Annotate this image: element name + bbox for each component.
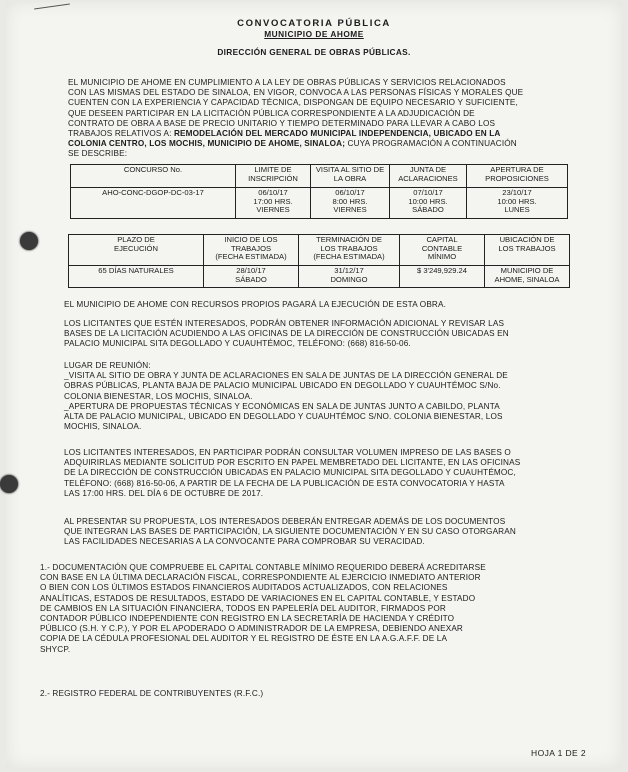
cell-capital: $ 3'249,929.24 [400, 266, 485, 288]
intro-text: TRABAJOS RELATIVOS A: [68, 129, 174, 139]
cell-apertura: 23/10/17 10:00 HRS. LUNES [467, 188, 568, 219]
table-row [69, 266, 570, 288]
cell-plazo: 65 DÍAS NATURALES [69, 266, 204, 288]
punch-hole-bottom [0, 475, 18, 493]
page-number: HOJA 1 DE 2 [531, 748, 586, 758]
punch-hole-top [20, 232, 38, 250]
execution-table [68, 234, 570, 288]
page-title: CONVOCATORIA PÚBLICA [237, 18, 391, 29]
project-name: REMODELACIÓN DEL MERCADO MUNICIPAL INDEPENDENCIA, UBICADO EN LA [173, 129, 501, 139]
meeting-paragraph: LUGAR DE REUNIÓN: _VISITA AL SITIO DE OBRA Y JUNTA DE ACLARACIONES EN SALA DE JUNTAS DE LA DIRECCIÓN GENERAL DE OBRAS PÚBLICAS, PLANTA BAJA DE PALACIO MUNICIPAL UBICADO EN DEGOLLADO Y CUAUHTÉMOC S/No. COLONIA BIENESTAR, LOS MOCHIS, SINALOA. _APERTURA DE PROPUESTAS TÉCNICAS Y ECONÓMICAS EN SALA DE JUNTAS JUNTO A CABILDO, PLANTA ALTA DE PALACIO MUNICIPAL, UBICADO EN DEGOLLADO Y CUAUHTÉMOC S/NO. COLONIA BIENESTAR, LOS MOCHIS, SINALOA. [64, 361, 508, 432]
intro-line: SE DESCRIBE: [68, 149, 128, 159]
cell-limite: 06/10/17 17:00 HRS. VIERNES [236, 188, 311, 219]
cell-inicio: 28/10/17 SÁBADO [204, 266, 299, 288]
intro-line: CON LAS MISMAS DEL ESTADO DE SINALOA, EN VIGOR, CONVOCA A LAS PERSONAS FÍSICAS Y MORALES QUE [68, 88, 524, 98]
header-inicio: INICIO DE LOS TRABAJOS (FECHA ESTIMADA) [204, 235, 299, 266]
header-limite: LIMITE DE INSCRIPCIÓN [236, 165, 311, 188]
cell-ubicacion: MUNICIPIO DE AHOME, SINALOA [485, 266, 570, 288]
table-header-row [71, 165, 568, 188]
intro-text: CUYA PROGRAMACIÓN A CONTINUACIÓN [345, 139, 517, 149]
document-page [6, 2, 622, 768]
header-terminacion: TERMINACIÓN DE LOS TRABAJOS (FECHA ESTIMADA) [299, 235, 400, 266]
intro-line: EL MUNICIPIO DE AHOME EN CUMPLIMIENTO A LA LEY DE OBRAS PÚBLICAS Y SERVICIOS RELACIONADOS [68, 78, 506, 87]
department-heading: DIRECCIÓN GENERAL DE OBRAS PÚBLICAS. [217, 47, 411, 57]
intro-paragraph [68, 78, 568, 160]
header-visita: VISITA AL SITIO DE LA OBRA [311, 165, 390, 188]
header-ubicacion: UBICACIÓN DE LOS TRABAJOS [485, 235, 570, 266]
requirement-item-2: 2.- REGISTRO FEDERAL DE CONTRIBUYENTES (R.F.C.) [40, 689, 264, 698]
table-header-row [69, 235, 570, 266]
funding-paragraph: EL MUNICIPIO DE AHOME CON RECURSOS PROPIOS PAGARÁ LA EJECUCIÓN DE ESTA OBRA. [64, 300, 447, 309]
cell-terminacion: 31/12/17 DOMINGO [299, 266, 400, 288]
header-capital: CAPITAL CONTABLE MÍNIMO [400, 235, 485, 266]
info-paragraph: LOS LICITANTES QUE ESTÉN INTERESADOS, PODRÁN OBTENER INFORMACIÓN ADICIONAL Y REVISAR LAS BASES DE LA LICITACIÓN ACUDIENDO A LAS OFICINAS DE LA DIRECCIÓN DE CONSTRUCCIÓN UBICADAS EN PALACIO MUNICIPAL SITA DEGOLLADO Y CUAUHTÉMOC, TELÉFONO: (668) 816-50-06. [64, 319, 509, 349]
cell-concurso: AHO-CONC-DGOP-DC-03-17 [71, 188, 236, 219]
requirement-item-1: 1.- DOCUMENTACIÓN QUE COMPRUEBE EL CAPITAL CONTABLE MÍNIMO REQUERIDO DEBERÁ ACREDITARSE CON BASE EN LA ÚLTIMA DECLARACIÓN FISCAL, CORRESPONDIENTE AL EJERCICIO INMEDIATO ANTERIOR O BIEN CON LOS ÚLTIMOS ESTADOS FINANCIEROS AUDITADOS ACTUALIZADOS, CON RELACIONES ANALÍTICAS, ESTADOS DE RESULTADOS, ESTADO DE VARIACIONES EN EL CAPITAL CONTABLE, Y ESTADO DE CAMBIOS EN LA SITUACIÓN FINANCIERA, TODOS EN PAPELERÍA DEL AUDITOR, FIRMADOS POR CONTADOR PÚBLICO INDEPENDIENTE CON REGISTRO EN LA SECRETARÍA DE HACIENDA Y CRÉDITO PÚBLICO (S.H. Y C.P.), Y POR EL APODERADO O ADMINISTRADOR DE LA EMPRESA, DEBIENDO ANEXAR COPIA DE LA CÉDULA PROFESIONAL DEL AUDITOR Y EL REGISTRO DE ÉSTE EN LA A.G.A.F.F. DE LA SHYCP. [40, 563, 486, 654]
intro-line: CONTRATO DE OBRA A BASE DE PRECIO UNITARIO Y TIEMPO DETERMINADO PARA LLEVAR A CABO LOS [68, 118, 496, 128]
project-location: COLONIA CENTRO, LOS MOCHIS, MUNICIPIO DE AHOME, SINALOA; [68, 139, 346, 149]
pen-mark [34, 3, 70, 9]
header-concurso: CONCURSO No. [71, 165, 236, 188]
header-apertura: APERTURA DE PROPOSICIONES [467, 165, 568, 188]
municipality-heading: MUNICIPIO DE AHOME [264, 29, 364, 39]
schedule-table [70, 164, 568, 219]
bases-paragraph: LOS LICITANTES INTERESADOS, EN PARTICIPAR PODRÁN CONSULTAR VOLUMEN IMPRESO DE LAS BASES O ADQUIRIRLAS MEDIANTE SOLICITUD POR ESCRITO EN PAPEL MEMBRETADO DEL LICITANTE, EN LAS OFICINAS DE LA DIRECCIÓN DE CONSTRUCCIÓN UBICADAS EN PALACIO MUNICIPAL SITA DEGOLLADO Y CUAUHTÉMOC, TELÉFONO: (668) 816-50-06, A PARTIR DE LA FECHA DE LA PUBLICACIÓN DE ESTA CONVOCATORIA Y HASTA LAS 17:00 HRS. DEL DÍA 6 DE OCTUBRE DE 2017. [64, 448, 521, 498]
intro-line: CUENTEN CON LA EXPERIENCIA Y CAPACIDAD TÉCNICA, DISPONGAN DE EQUIPO NECESARIO Y SUFICIENTE, [68, 98, 518, 108]
cell-visita: 06/10/17 8:00 HRS. VIERNES [311, 188, 390, 219]
header-plazo: PLAZO DE EJECUCIÓN [69, 235, 204, 266]
table-row [71, 188, 568, 219]
proposal-paragraph: AL PRESENTAR SU PROPUESTA, LOS INTERESADOS DEBERÁN ENTREGAR ADEMÁS DE LOS DOCUMENTOS QUE INTEGRAN LAS BASES DE PARTICIPACIÓN, LA SIGUIENTE DOCUMENTACIÓN Y EN SU CASO OTORGARAN LAS FACILIDADES NECESARIAS A LA CONVOCANTE PARA COMPROBAR SU VERACIDAD. [64, 517, 516, 547]
cell-junta: 07/10/17 10:00 HRS. SÁBADO [390, 188, 467, 219]
intro-line [68, 139, 568, 149]
intro-line: QUE DESEEN PARTICIPAR EN LA LICITACIÓN PÚBLICA CORRESPONDIENTE A LA ADJUDICACIÓN DE [68, 108, 475, 118]
intro-line [68, 129, 568, 139]
header-junta: JUNTA DE ACLARACIONES [390, 165, 467, 188]
